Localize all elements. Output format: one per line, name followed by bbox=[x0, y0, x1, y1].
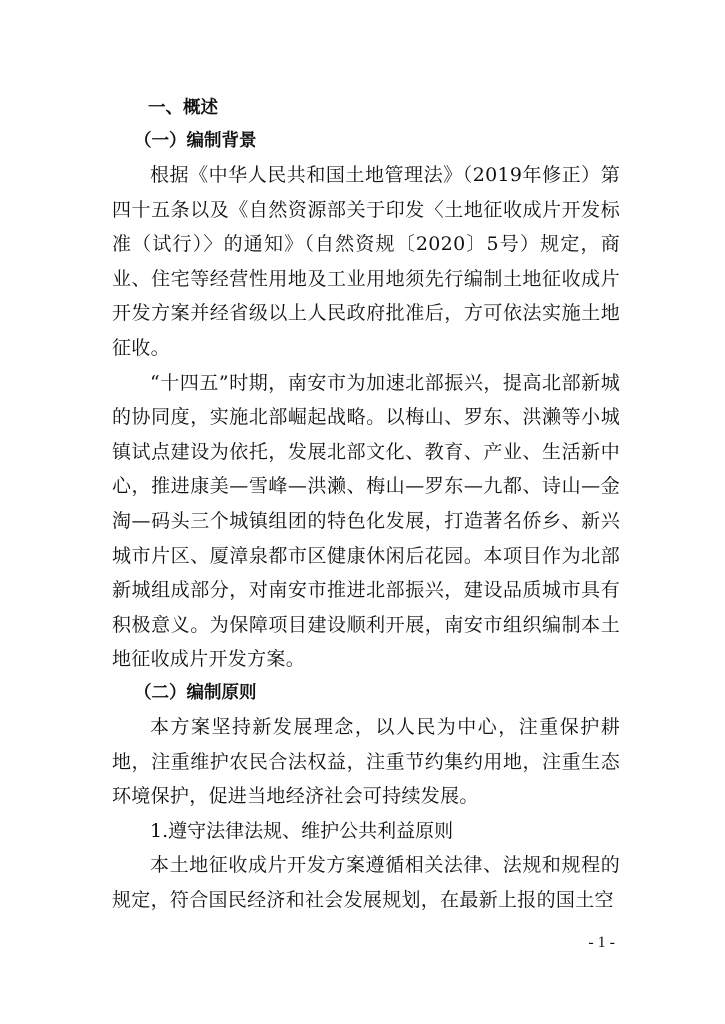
paragraph-principles: 本方案坚持新发展理念，以人民为中心，注重保护耕地，注重维护农民合法权益，注重节约集约用地，注重生态环境保护，促进当地经济社会可持续发展。 bbox=[112, 715, 620, 808]
heading-overview: 一、概述 bbox=[148, 98, 218, 118]
document-body bbox=[112, 92, 620, 917]
paragraph-principle-1: 本土地征收成片开发方案遵循相关法律、法规和规程的规定，符合国民经济和社会发展规划，在最新上报的国土空 bbox=[112, 854, 620, 911]
page-number: - 1 - bbox=[588, 934, 615, 951]
heading-principles: （二）编制原则 bbox=[134, 682, 257, 703]
paragraph-background-1: 根据《中华人民共和国土地管理法》（2019年修正）第四十五条以及《自然资源部关于印发〈土地征收成片开发标准（试行）〉的通知》（自然资规〔2020〕5号）规定，商业、住宅等经营性用地及工业用地须先行编制土地征收成片开发方案并经省级以上人民政府批准后，方可依法实施土地征收。 bbox=[112, 164, 620, 359]
principle-1-title: 1.遵守法律法规、维护公共利益原则 bbox=[150, 819, 454, 842]
paragraph-background-2: “十四五”时期，南安市为加速北部振兴，提高北部新城的协同度，实施北部崛起战略。以梅山、罗东、洪濑等小城镇试点建设为依托，发展北部文化、教育、产业、生活新中心，推进康美—雪峰—洪濑、梅山—罗东—九都、诗山—金淘—码头三个城镇组团的特色化发展，打造著名侨乡、新兴城市片区、厦漳泉都市区健康休闲后花园。本项目作为北部新城组成部分，对南安市推进北部振兴，建设品质城市具有积极意义。为保障项目建设顺利开展，南安市组织编制本土地征收成片开发方案。 bbox=[112, 371, 620, 671]
heading-background: （一）编制背景 bbox=[134, 131, 257, 151]
